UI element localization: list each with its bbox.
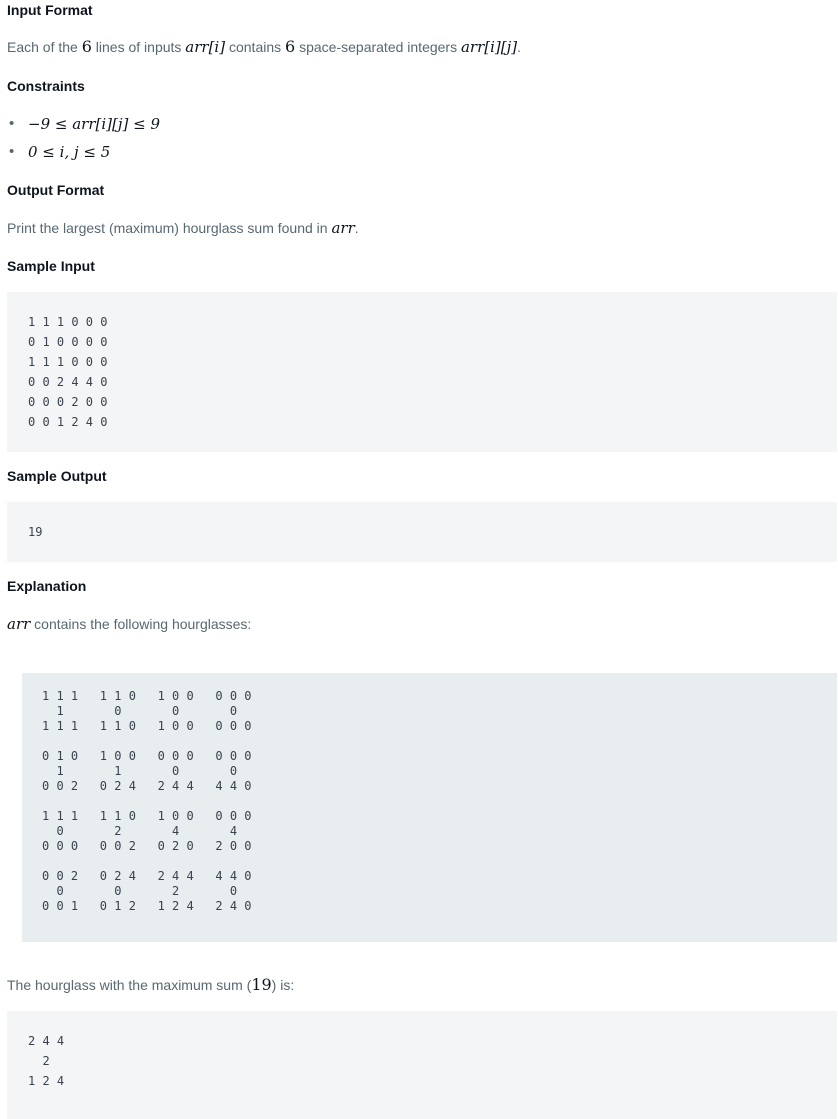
output-format-description: Print the largest (maximum) hourglass sum found in arr. xyxy=(7,219,359,237)
constraints-list xyxy=(7,110,160,166)
constraint-item: • −9 ≤ arr[i][j] ≤ 9 xyxy=(7,110,160,138)
row-count: 6 xyxy=(81,37,92,56)
math-arr: arr xyxy=(331,219,355,237)
math-arr-i-j: arr[i][j] xyxy=(460,38,518,56)
math-arr-i: arr[i] xyxy=(185,38,226,56)
output-format-heading: Output Format xyxy=(7,182,105,198)
max-sum-value: 19 xyxy=(251,975,272,994)
explanation-description: arr contains the following hourglasses: xyxy=(7,615,252,633)
max-hourglass-code-block: 2 4 4 2 1 2 4 xyxy=(7,1011,837,1119)
column-count: 6 xyxy=(285,37,296,56)
sample-output-heading: Sample Output xyxy=(7,468,107,484)
hourglasses-code-block: 1 1 1 1 1 0 1 0 0 0 0 0 1 0 0 0 1 1 1 1 1 0 1 0 0 0 0 0 0 1 0 1 0 0 0 0 0 0 0 0 1 1 0 0 0 0 2 0 2 4 2 4 4 4 4 0 1 1 1 1 1 0 1 0 0 0 0 0 0 2 4 4 0 0 0 0 0 2 0 2 0 2 0 0 0 0 2 0 2 4 2 4 4 4 4 0 0 0 2 0 0 0 1 0 1 2 1 2 4 2 4 0 xyxy=(22,673,837,942)
constraint-item: • 0 ≤ i, j ≤ 5 xyxy=(7,138,160,166)
explanation-heading: Explanation xyxy=(7,578,87,594)
sample-output-code-block: 19 xyxy=(7,502,837,562)
constraints-heading: Constraints xyxy=(7,78,85,94)
max-hourglass-description: The hourglass with the maximum sum (19) is: xyxy=(7,975,295,994)
input-format-heading: Input Format xyxy=(7,2,93,18)
math-arr: arr xyxy=(7,615,31,633)
sample-input-code-block: 1 1 1 0 0 0 0 1 0 0 0 0 1 1 1 0 0 0 0 0 2 4 4 0 0 0 0 2 0 0 0 0 1 2 4 0 xyxy=(7,292,837,452)
input-format-description: Each of the 6 lines of inputs arr[i] contains 6 space-separated integers arr[i][j]. xyxy=(7,37,522,56)
sample-input-heading: Sample Input xyxy=(7,258,95,274)
